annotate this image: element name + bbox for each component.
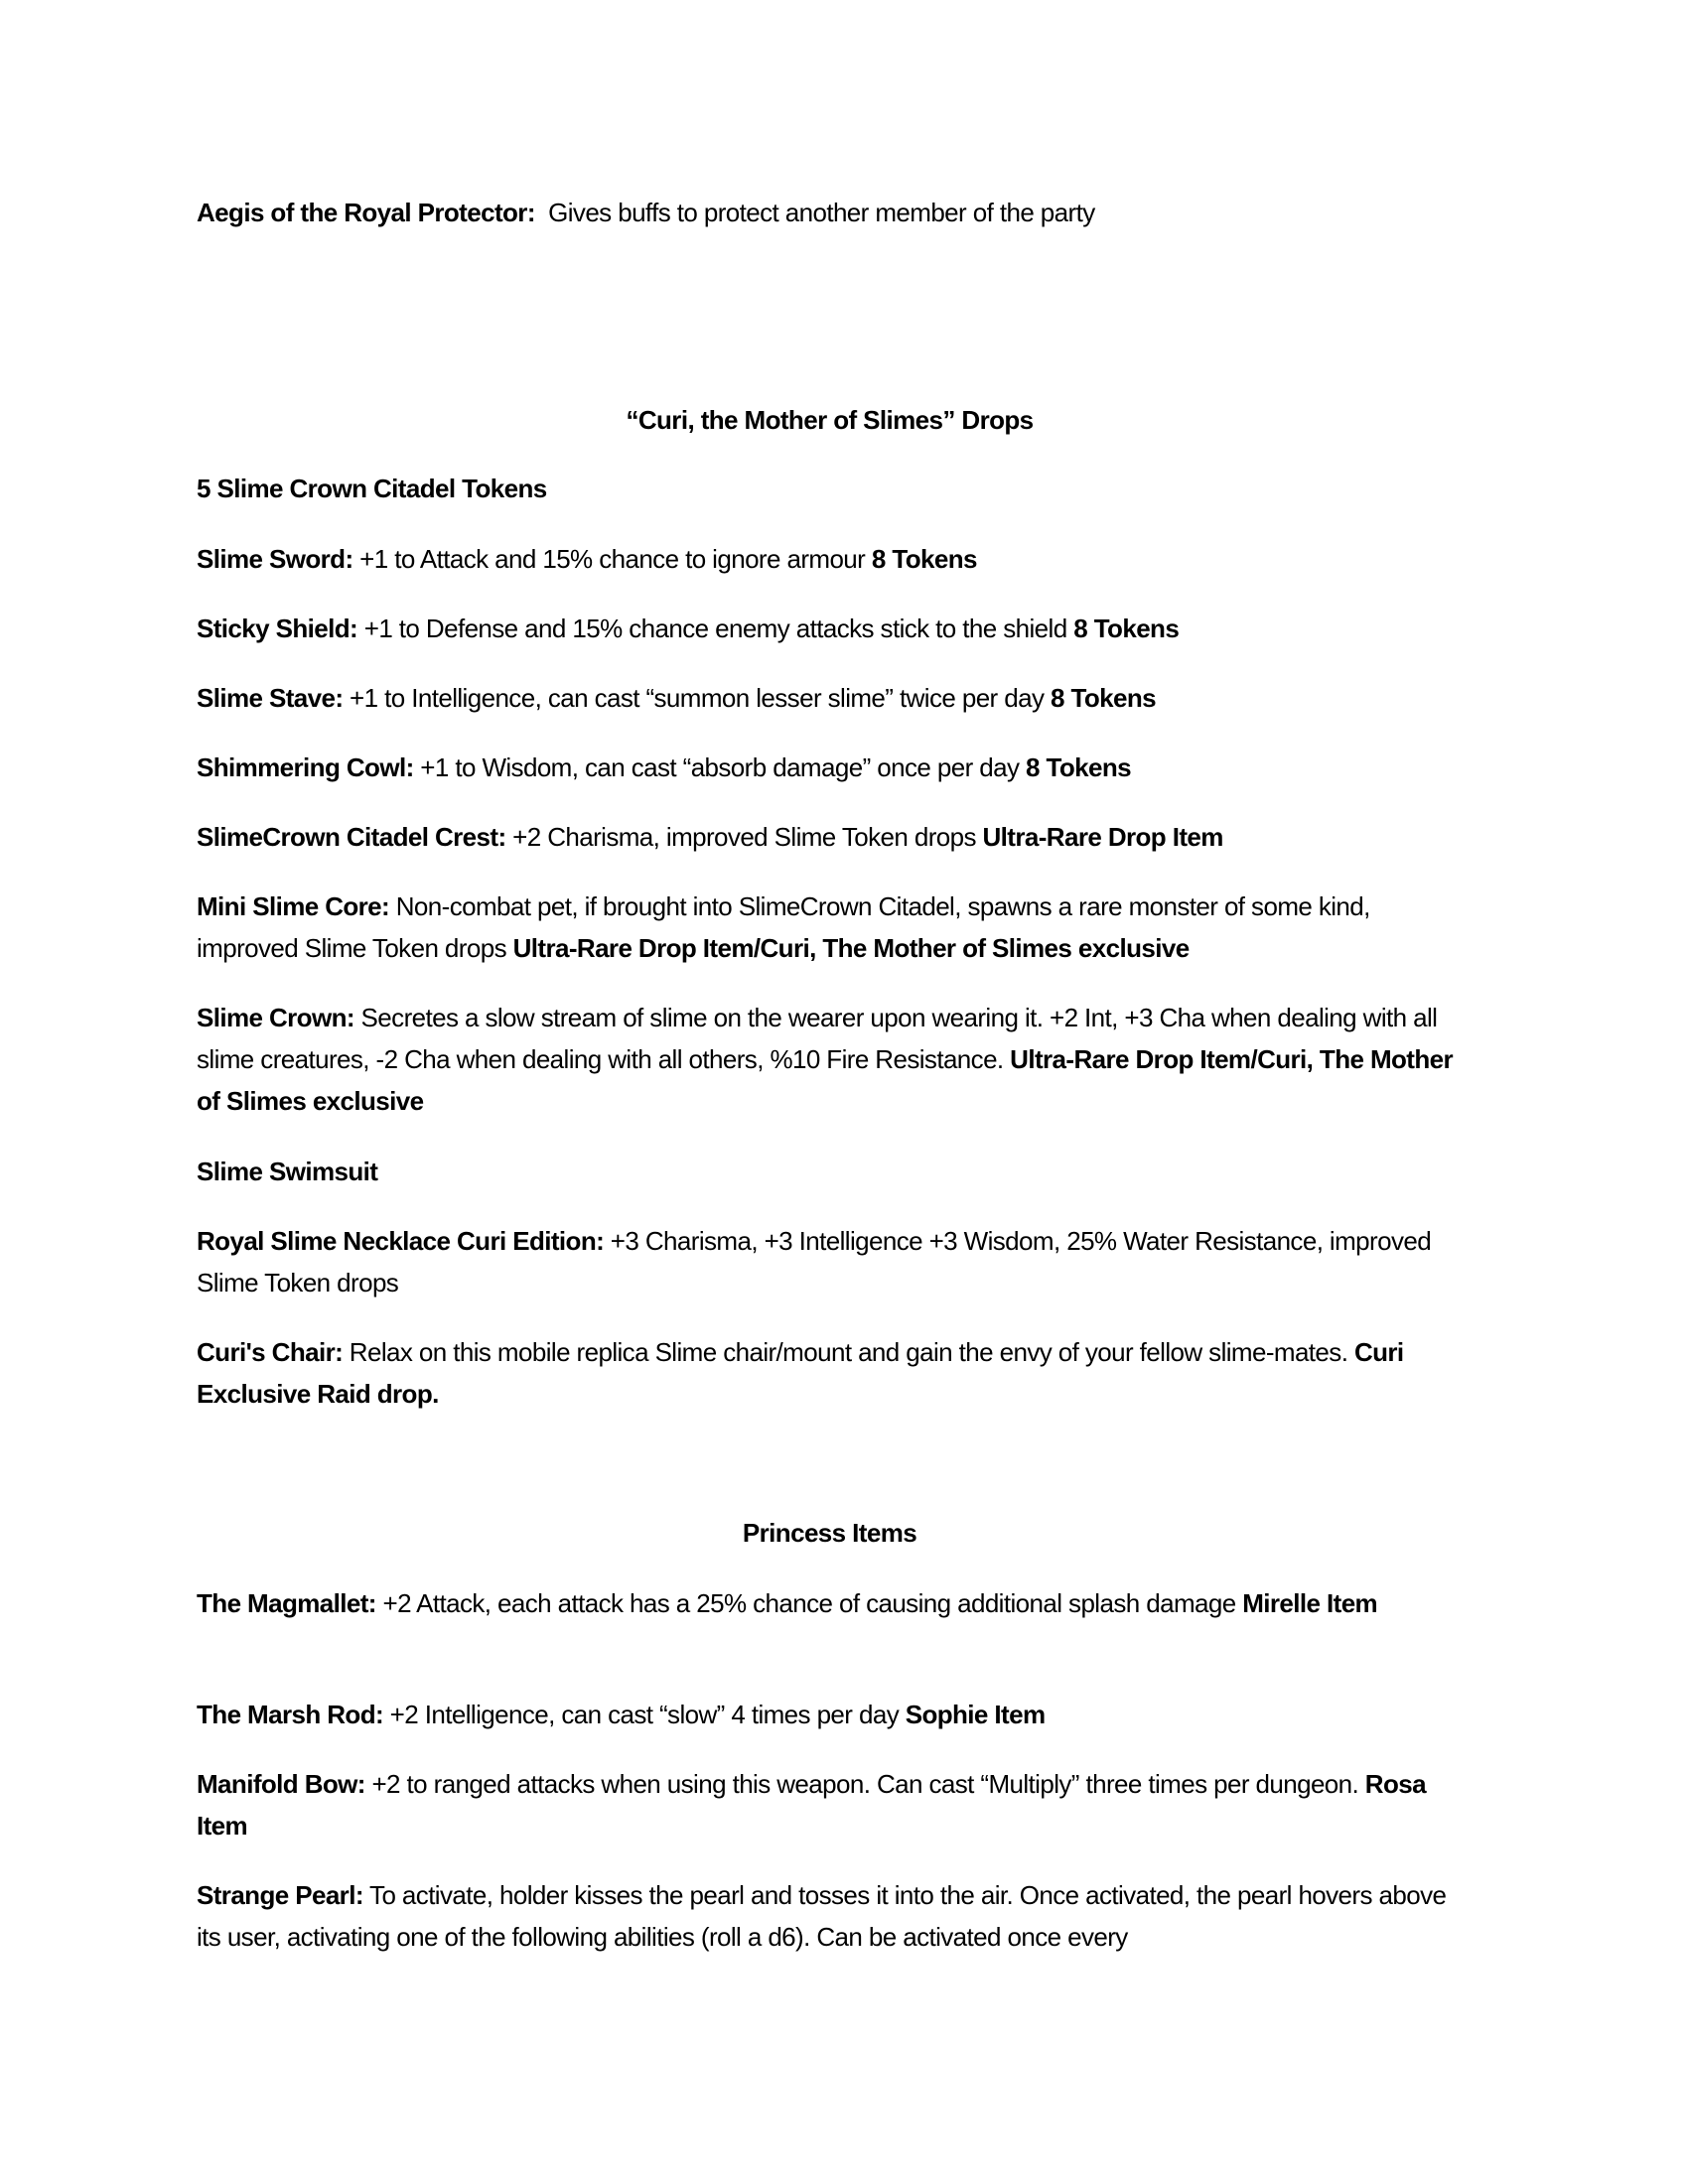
item-tag: 8 Tokens	[871, 544, 977, 574]
section-heading-princess: Princess Items	[742, 1518, 917, 1548]
item-desc: Relax on this mobile replica Slime chair/mount and gain the envy of your fellow slime-mates.	[343, 1337, 1354, 1367]
item-name: Slime Sword:	[197, 544, 353, 574]
item-manifold-bow	[197, 1763, 1463, 1846]
item-desc: To activate, holder kisses the pearl and tosses it into the air. Once activated, the pearl hovers above its user, activating one of the following abilities (roll a d6). Can be activated once every	[197, 1880, 1447, 1952]
item-desc: Non-combat pet, if brought into SlimeCrown Citadel, spawns a rare monster of some kind, improved Slime Token drops	[197, 891, 1370, 963]
item-desc: +2 Intelligence, can cast “slow” 4 times per day	[383, 1700, 906, 1729]
section-heading-curi: “Curi, the Mother of Slimes” Drops	[626, 405, 1034, 435]
item-name: Strange Pearl:	[197, 1880, 363, 1910]
item-desc: +1 to Intelligence, can cast “summon lesser slime” twice per day	[343, 683, 1051, 713]
item-name: Manifold Bow:	[197, 1769, 365, 1799]
item-tag: Sophie Item	[905, 1700, 1046, 1729]
item-tag: Ultra-Rare Drop Item/Curi, The Mother of Slimes exclusive	[512, 933, 1190, 963]
item-tag: Rosa Item	[197, 1769, 1426, 1841]
item-name: The Magmallet:	[197, 1588, 376, 1618]
item-mini-slime-core	[197, 886, 1463, 969]
item-tag: Mirelle Item	[1242, 1588, 1378, 1618]
item-slime-crown	[197, 997, 1463, 1122]
item-tag: 8 Tokens	[1073, 614, 1180, 643]
item-curis-chair	[197, 1331, 1463, 1415]
item-desc: Gives buffs to protect another member of the party	[534, 198, 1095, 227]
token-line: 5 Slime Crown Citadel Tokens	[197, 474, 547, 503]
item-name: Aegis of the Royal Protector:	[197, 198, 535, 227]
item-desc: +1 to Attack and 15% chance to ignore armour	[352, 544, 872, 574]
item-tag: 8 Tokens	[1051, 683, 1156, 713]
item-desc: +3 Charisma, +3 Intelligence +3 Wisdom, 25% Water Resistance, improved Slime Token drops	[197, 1226, 1432, 1297]
item-desc: +1 to Wisdom, can cast “absorb damage” once per day	[413, 752, 1027, 782]
item-slime-swimsuit	[197, 1151, 1463, 1192]
item-name: SlimeCrown Citadel Crest:	[197, 822, 506, 852]
item-name: Mini Slime Core:	[197, 891, 390, 921]
item-slime-sword	[197, 538, 1463, 580]
item-name: Shimmering Cowl:	[197, 752, 414, 782]
item-desc: +2 Attack, each attack has a 25% chance of causing additional splash damage	[375, 1588, 1243, 1618]
item-royal-slime-necklace	[197, 1220, 1463, 1303]
item-slime-stave	[197, 677, 1463, 719]
item-aegis	[197, 192, 1463, 233]
item-desc: +2 Charisma, improved Slime Token drops	[505, 822, 983, 852]
item-magmallet	[197, 1582, 1463, 1624]
item-name: Sticky Shield:	[197, 614, 358, 643]
item-name: Slime Crown:	[197, 1003, 354, 1032]
item-shimmering-cowl	[197, 747, 1463, 788]
item-tag: Ultra-Rare Drop Item	[982, 822, 1223, 852]
item-sticky-shield	[197, 608, 1463, 649]
item-desc: +1 to Defense and 15% chance enemy attacks stick to the shield	[357, 614, 1074, 643]
item-name: Curi's Chair:	[197, 1337, 344, 1367]
item-name: Royal Slime Necklace Curi Edition:	[197, 1226, 605, 1256]
item-strange-pearl	[197, 1874, 1463, 1958]
item-desc: +2 to ranged attacks when using this weapon. Can cast “Multiply” three times per dungeon.	[364, 1769, 1365, 1799]
item-name: Slime Swimsuit	[197, 1157, 378, 1186]
item-desc: Secretes a slow stream of slime on the wearer upon wearing it. +2 Int, +3 Cha when dealing with all slime creatures, -2 Cha when dealing with all others, %10 Fire Resistance.	[197, 1003, 1438, 1074]
item-citadel-crest	[197, 816, 1463, 858]
item-tag: Ultra-Rare Drop Item/Curi, The Mother of Slimes exclusive	[197, 1044, 1454, 1116]
item-name: The Marsh Rod:	[197, 1700, 384, 1729]
item-tag: 8 Tokens	[1026, 752, 1131, 782]
item-marsh-rod	[197, 1694, 1463, 1735]
item-tag: Curi Exclusive Raid drop.	[197, 1337, 1404, 1409]
item-name: Slime Stave:	[197, 683, 344, 713]
